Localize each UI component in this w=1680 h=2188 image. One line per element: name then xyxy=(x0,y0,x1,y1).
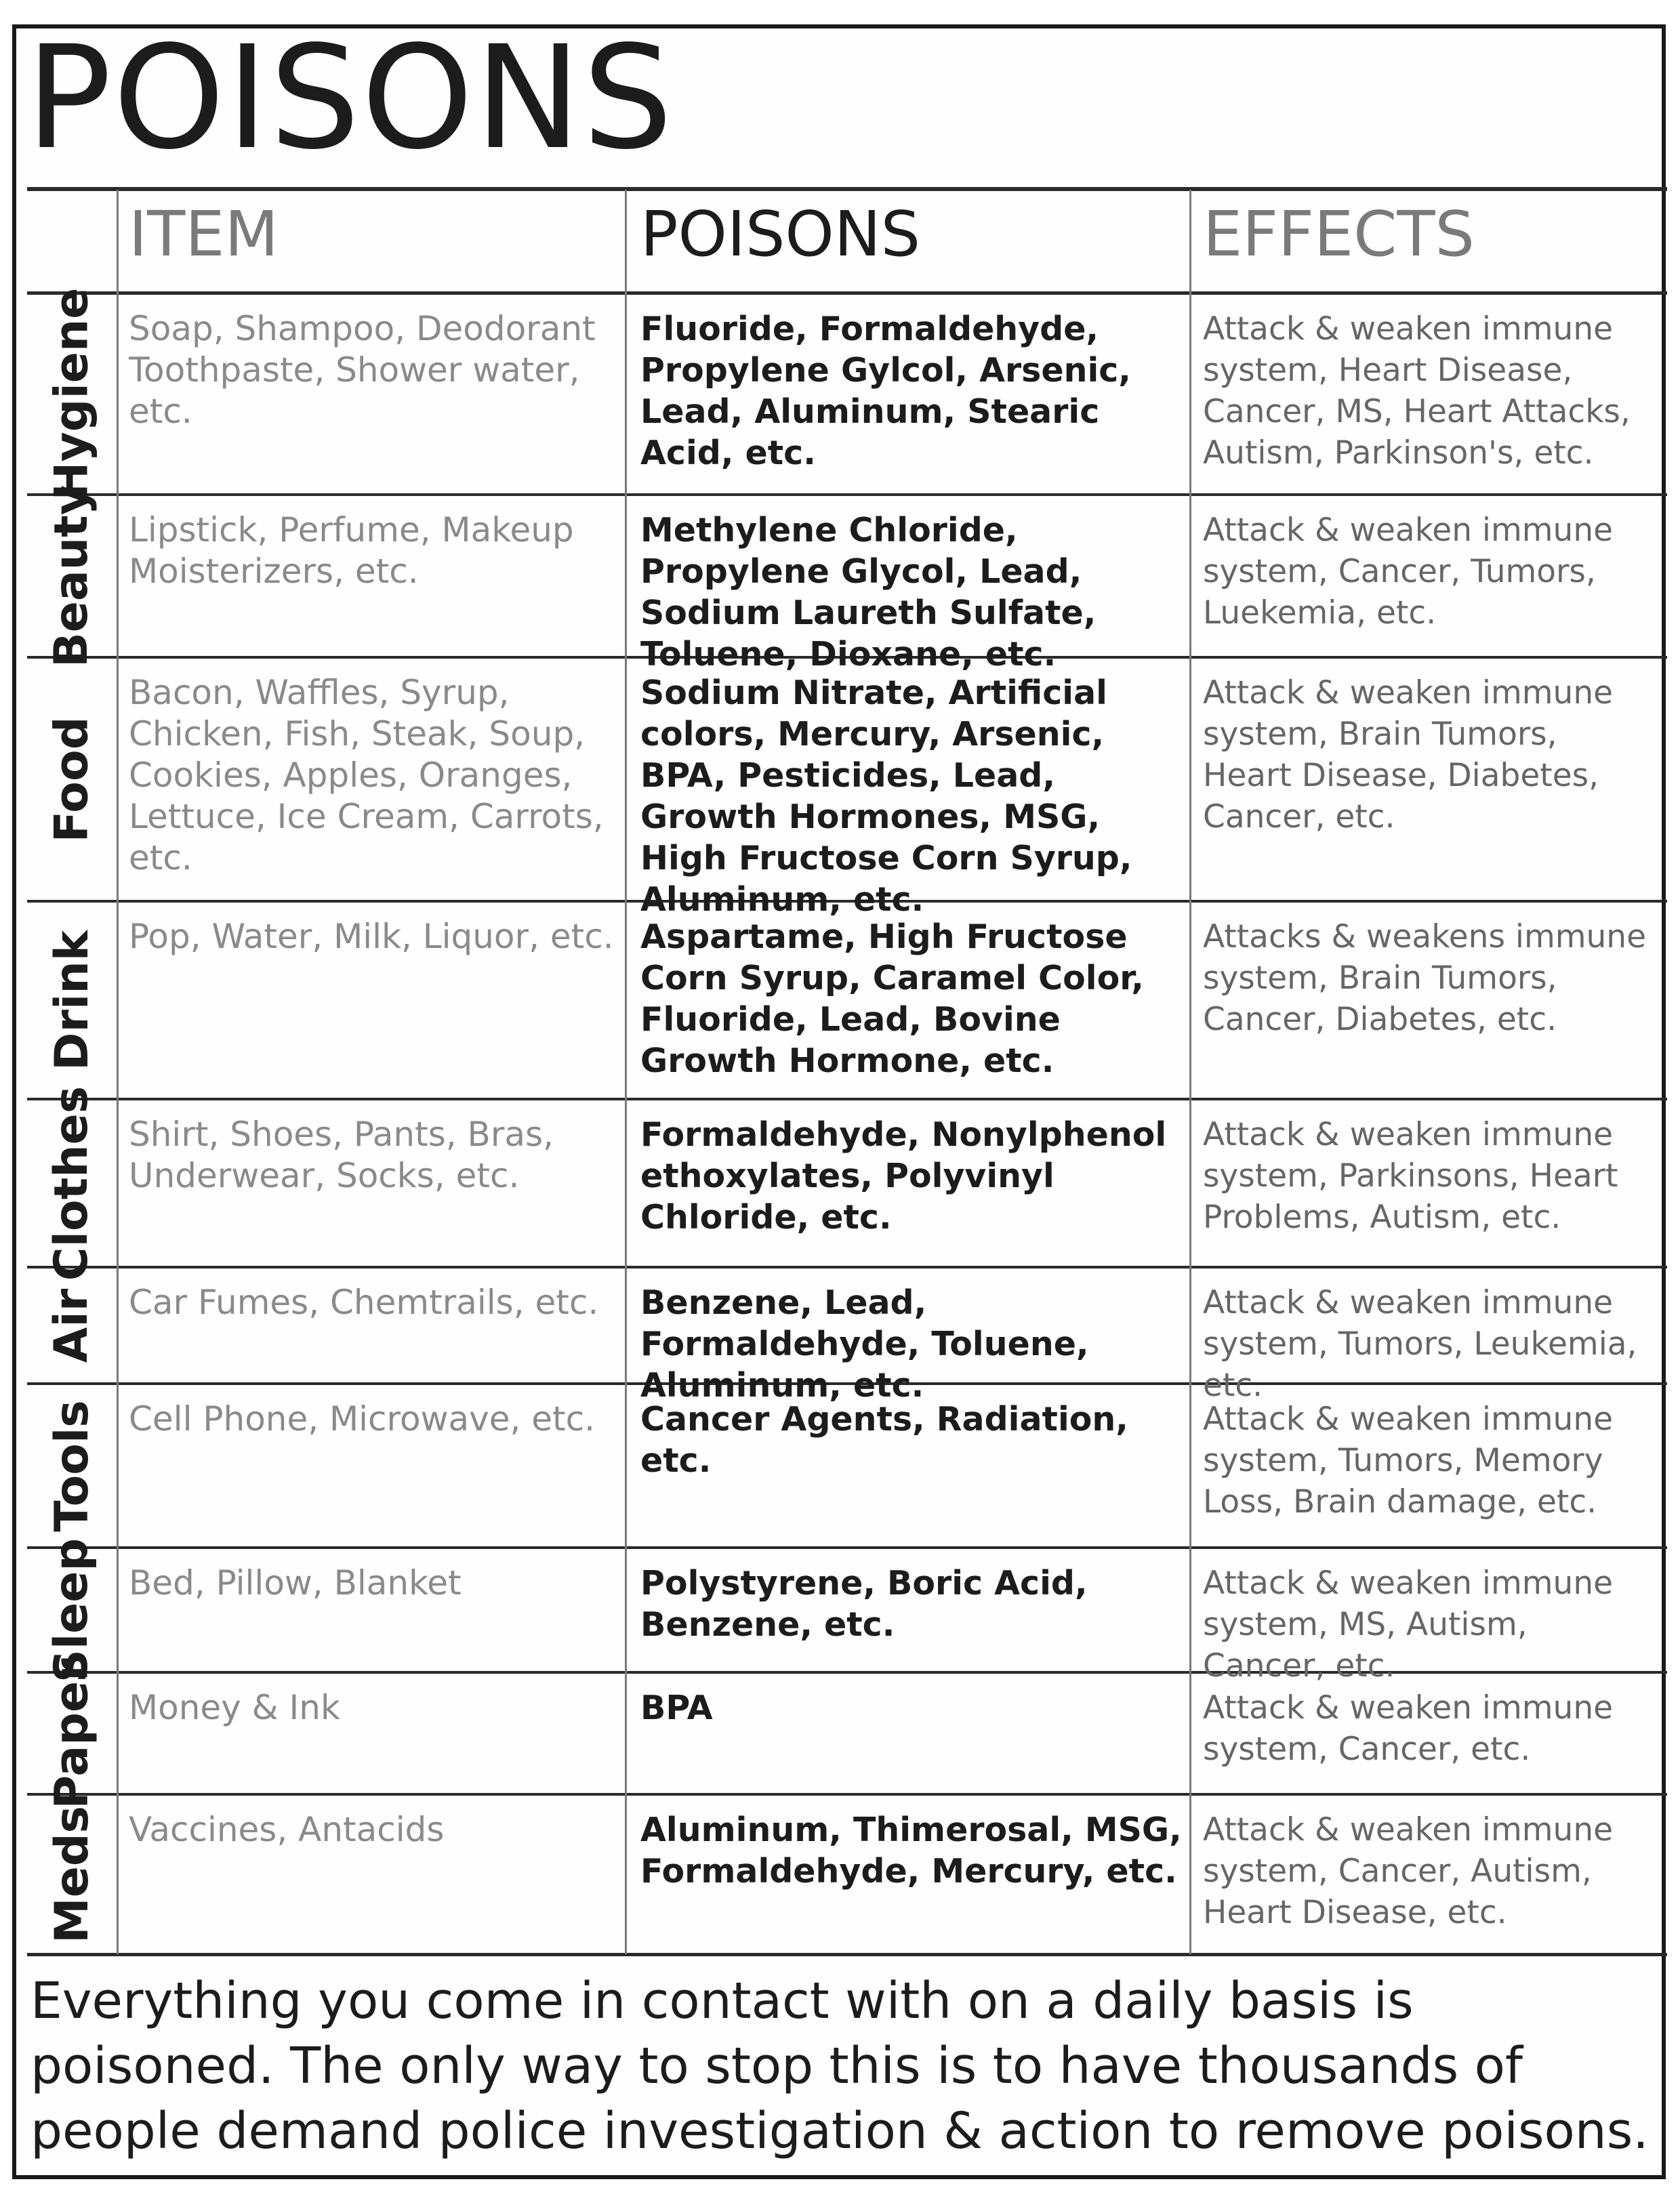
item-cell: Cell Phone, Microwave, etc. xyxy=(129,1399,596,1439)
item-cell: Soap, Shampoo, Deodorant Toothpaste, Shower water, etc. xyxy=(129,309,596,431)
category-label: Sleep xyxy=(45,1537,99,1683)
poisons-cell: Cancer Agents, Radiation, etc. xyxy=(640,1400,1128,1480)
title-divider xyxy=(27,187,1667,191)
column-divider xyxy=(1189,190,1191,1954)
effects-cell: Attack & weaken immune system, MS, Autism, Cancer, etc. xyxy=(1203,1565,1614,1685)
poisons-cell: Methylene Chloride, Propylene Glycol, Lead, Sodium Laureth Sulfate, Toluene, Dioxane, etc. xyxy=(640,511,1097,674)
poisons-cell: Fluoride, Formaldehyde, Propylene Gylcol, Arsenic, Lead, Aluminum, Stearic Acid, etc. xyxy=(640,310,1131,472)
column-divider xyxy=(625,190,627,1954)
header-poisons: POISONS xyxy=(640,198,921,270)
effects-cell: Attack & weaken immune system, Heart Disease, Cancer, MS, Heart Attacks, Autism, Parkinson's, etc. xyxy=(1203,310,1631,472)
item-cell: Bed, Pillow, Blanket xyxy=(129,1563,462,1603)
poisons-cell: Formaldehyde, Nonylphenol ethoxylates, Polyvinyl Chloride, etc. xyxy=(640,1115,1167,1237)
category-label: Meds xyxy=(45,1805,99,1943)
category-label: Drink xyxy=(45,930,99,1071)
poisons-cell: BPA xyxy=(640,1689,713,1727)
item-cell: Money & Ink xyxy=(129,1688,340,1727)
poisons-cell: Aluminum, Thimerosal, MSG, Formaldehyde, Mercury, etc. xyxy=(640,1811,1182,1891)
category-label: Hygiene xyxy=(45,287,99,501)
poisons-cell: Sodium Nitrate, Artificial colors, Mercury, Arsenic, BPA, Pesticides, Lead, Growth Hormones, MSG, High Fructose Corn Syrup, Aluminum, etc. xyxy=(640,674,1132,919)
header-effects: EFFECTS xyxy=(1203,198,1475,270)
row-divider xyxy=(27,1266,1667,1268)
category-label: Tools xyxy=(45,1399,99,1532)
effects-cell: Attack & weaken immune system, Tumors, Memory Loss, Brain damage, etc. xyxy=(1203,1401,1614,1521)
category-label: Air xyxy=(45,1288,99,1363)
row-divider xyxy=(27,1546,1667,1549)
item-cell: Pop, Water, Milk, Liquor, etc. xyxy=(129,917,614,956)
effects-cell: Attack & weaken immune system, Parkinsons, Heart Problems, Autism, etc. xyxy=(1203,1116,1618,1236)
item-cell: Bacon, Waffles, Syrup, Chicken, Fish, Steak, Soup, Cookies, Apples, Oranges, Lettuce, Ice Cream, Carrots, etc. xyxy=(129,673,604,878)
category-label: Beauty xyxy=(45,484,99,667)
effects-cell: Attacks & weakens immune system, Brain Tumors, Cancer, Diabetes, etc. xyxy=(1203,918,1647,1038)
effects-cell: Attack & weaken immune system, Tumors, Leukemia, etc. xyxy=(1203,1284,1637,1404)
item-cell: Vaccines, Antacids xyxy=(129,1810,445,1849)
row-divider xyxy=(27,1671,1667,1674)
header-divider xyxy=(27,291,1667,295)
effects-cell: Attack & weaken immune system, Cancer, Autism, Heart Disease, etc. xyxy=(1203,1811,1614,1931)
category-label: Clothes xyxy=(45,1086,99,1281)
poisons-cell: Polystyrene, Boric Acid, Benzene, etc. xyxy=(640,1564,1088,1644)
effects-cell: Attack & weaken immune system, Cancer, etc. xyxy=(1203,1689,1614,1768)
category-label: Food xyxy=(45,716,99,842)
effects-cell: Attack & weaken immune system, Brain Tumors, Heart Disease, Diabetes, Cancer, etc. xyxy=(1203,674,1614,835)
row-divider xyxy=(27,1793,1667,1796)
poisons-cell: Benzene, Lead, Formaldehyde, Toluene, Aluminum, etc. xyxy=(640,1283,1089,1405)
item-cell: Lipstick, Perfume, Makeup Moisterizers, etc. xyxy=(129,510,574,591)
poisons-cell: Aspartame, High Fructose Corn Syrup, Caramel Color, Fluoride, Lead, Bovine Growth Hormone, etc. xyxy=(640,917,1144,1080)
effects-cell: Attack & weaken immune system, Cancer, Tumors, Luekemia, etc. xyxy=(1203,512,1614,632)
footer-note: Everything you come in contact with on a daily basis is poisoned. The only way to stop this is to have thousands of people demand police investigation & action to remove poisons. xyxy=(30,1972,1649,2160)
row-divider xyxy=(27,1098,1667,1100)
page-title: POISONS xyxy=(26,15,674,181)
header-item: ITEM xyxy=(129,198,279,270)
table-bottom-divider xyxy=(27,1953,1667,1956)
category-label: Paper xyxy=(45,1657,99,1809)
item-cell: Shirt, Shoes, Pants, Bras, Underwear, Socks, etc. xyxy=(129,1115,554,1195)
item-cell: Car Fumes, Chemtrails, etc. xyxy=(129,1283,599,1322)
row-divider xyxy=(27,493,1667,496)
